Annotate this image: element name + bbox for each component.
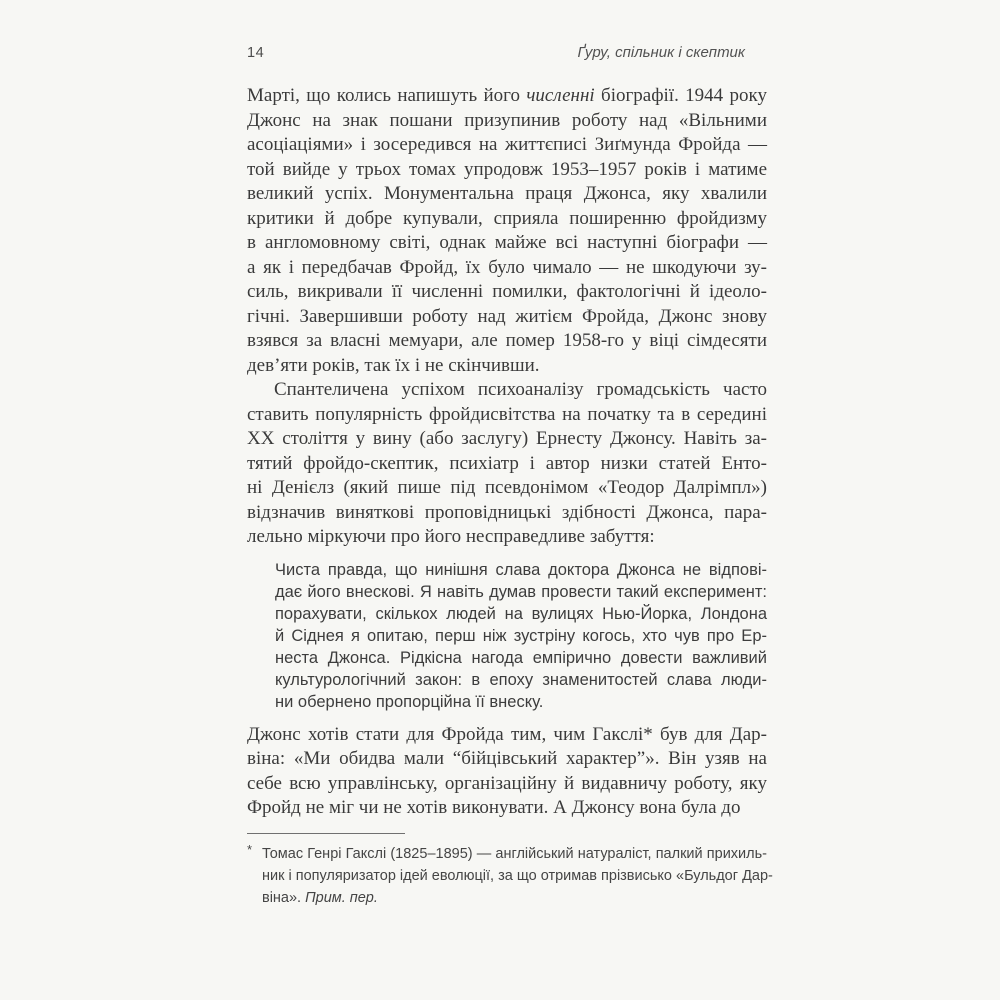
text-line: ні Денієлз (який пише під псевдонімом «Теодор Далрімпл») (247, 477, 767, 498)
footnote (247, 842, 773, 909)
paragraph (247, 84, 767, 378)
footnote-text (262, 843, 773, 909)
text-line: критики й добре купували, сприяла поширенню фройдизму (247, 207, 767, 229)
block-quote (275, 559, 767, 713)
text-line: й Сіднея я опитаю, перш ніж зустріну когось, хто чув про Ер- (275, 626, 767, 645)
text-line: себе всю управлінську, організаційну й видавничу роботу, яку (247, 772, 767, 794)
text-line: великий успіх. Монументальна праця Джонса, яку хвалили (247, 183, 767, 204)
text-line: Джонс на знак пошани призупинив роботу над «Вільними (247, 109, 767, 131)
text-line: лельно міркуючи про його несправедливе забуття: (247, 526, 655, 547)
footnote-line: ник і популяризатор ідей еволюції, за що отримав прізвисько «Бульдог Дар- (262, 868, 773, 884)
footnote-line: Томас Генрі Гакслі (1825–1895) — англійський натураліст, палкий прихиль- (262, 846, 767, 862)
text-line: Марті, що колись напишуть його численні біографії. 1944 року (247, 85, 767, 106)
text-line: неста Джонса. Рідкісна нагода емпірично довести важливий (275, 648, 767, 667)
text-line: силь, викривали її численні помилки, фактологічні й ідеоло- (247, 281, 767, 302)
text-line: а як і передбачав Фройд, їх було чимало — не шкодуючи зу- (247, 256, 767, 278)
paragraph (247, 723, 767, 821)
text-line: в англомовному світі, однак майже всі наступні біографи — (247, 232, 767, 253)
text-line: ни обернено пропорційна її внеску. (275, 692, 544, 711)
paragraph (247, 378, 767, 550)
text-line: відзначив виняткові проповідницькі здібності Джонса, пара- (247, 501, 767, 523)
text-line: дає його внескові. Я навіть думав провести такий експеримент: (275, 582, 767, 601)
running-header-title: Ґуру, спільник і скептик (577, 44, 745, 61)
running-header-row (247, 44, 745, 61)
text-line: тятий фройдо-скептик, психіатр і автор низки статей Енто- (247, 452, 767, 474)
text-line: той вийде у трьох томах упродовж 1953–1957 років і матиме (247, 158, 767, 180)
text-line: ставить популярність фройдисвітства на початку та в середині (247, 403, 767, 425)
text-line: порахувати, скількох людей на вулицях Нью-Йорка, Лондона (275, 604, 767, 623)
page-number: 14 (247, 45, 265, 61)
text-line: дев’яти років, так їх і не скінчивши. (247, 354, 540, 376)
footnote-area (247, 833, 773, 909)
text-line: взявся за власні мемуари, але помер 1958-го у віці сімдесяти (247, 330, 767, 351)
text-line: ХХ століття у вину (або заслугу) Ернесту Джонсу. Навіть за- (247, 428, 767, 449)
text-line: Фройд не міг чи не хотів виконувати. А Джонсу вона була до (247, 797, 741, 818)
text-line: віна: «Ми обидва мали “бійцівський характер”». Він узяв на (247, 748, 767, 769)
page-text-column (247, 84, 767, 821)
text-line: Чиста правда, що нинішня слава доктора Джонса не відпові- (275, 560, 767, 579)
text-line: асоціаціями» і зосередився на життєписі Зиґмунда Фройда — (247, 134, 767, 155)
footnote-divider (247, 833, 405, 834)
footnote-marker: * (247, 842, 253, 857)
text-line: культурологічний закон: в епоху знаменитостей слава люди- (275, 670, 767, 689)
text-line: гічні. Завершивши роботу над житієм Фройда, Джонс знову (247, 305, 767, 327)
text-line: Джонс хотів стати для Фройда тим, чим Гакслі* був для Дар- (247, 723, 767, 745)
text-line: Спантеличена успіхом психоаналізу громадськість часто (274, 379, 767, 400)
footnote-line: віна». Прим. пер. (262, 890, 378, 906)
